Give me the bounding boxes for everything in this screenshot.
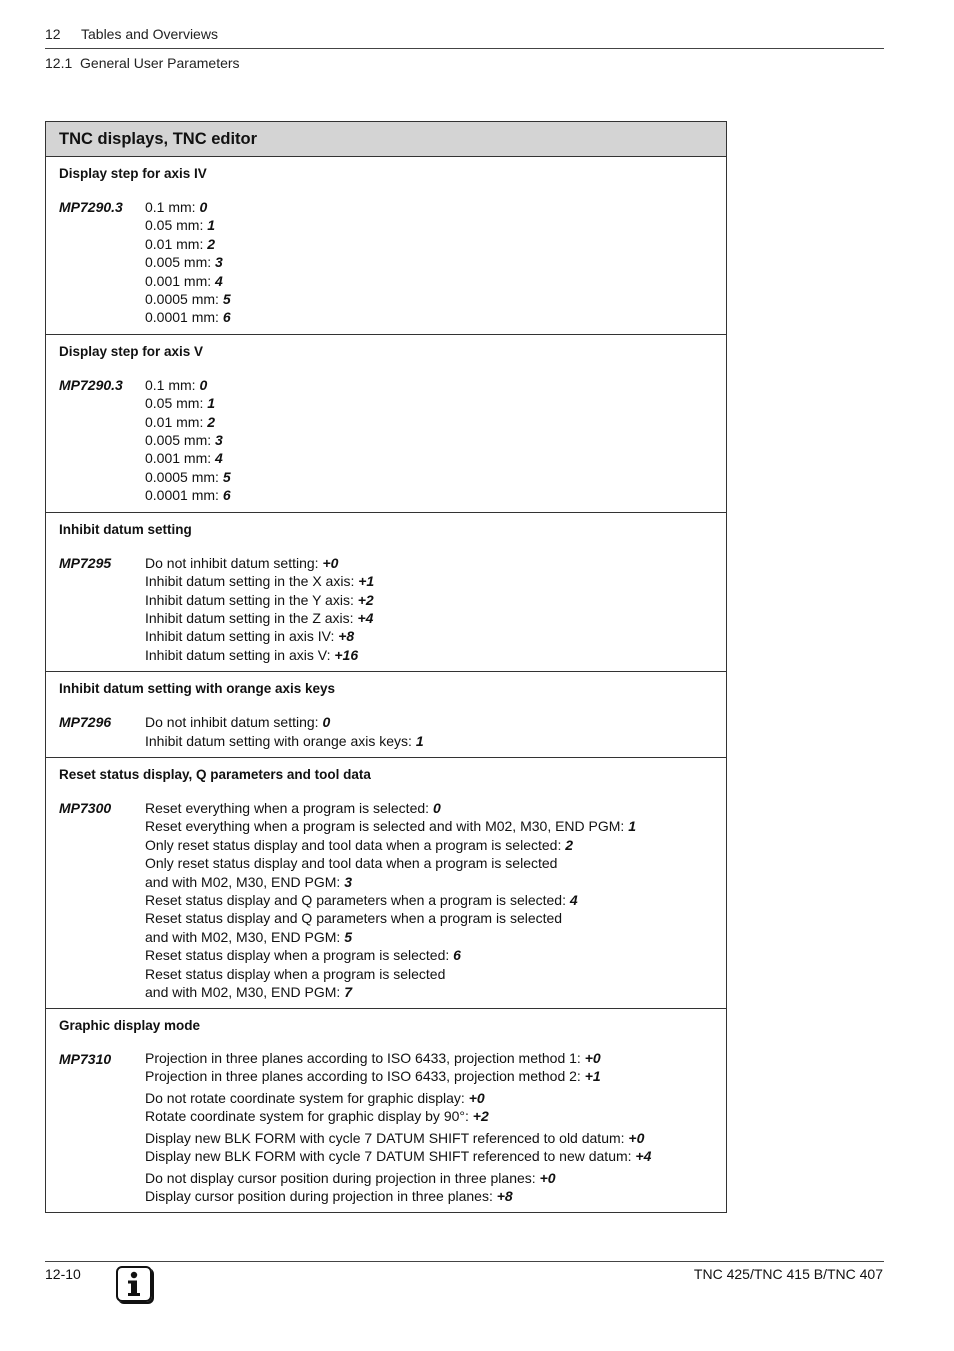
section-display-step-for-axis-v (46, 334, 726, 512)
option-text: Inhibit datum setting in axis IV: (145, 628, 339, 645)
option-value: +2 (357, 591, 374, 608)
option-text: 0.001 mm: (145, 450, 216, 467)
section-graphic-display-mode (46, 1008, 726, 1212)
option-line (145, 272, 713, 290)
option-line (145, 713, 713, 731)
option-line (145, 909, 713, 927)
option-text: 0.05 mm: (145, 395, 208, 412)
option-text: Inhibit datum setting with orange axis keys: (145, 732, 416, 749)
option-line (145, 854, 713, 872)
option-value: 4 (215, 450, 223, 467)
section-title: General User Parameters (80, 55, 240, 71)
option-text: Only reset status display and tool data when a program is selected (145, 855, 558, 872)
option-value: 5 (222, 291, 231, 308)
section-number: 12.1 (45, 55, 73, 71)
option-line (145, 290, 713, 308)
option-value: 2 (565, 836, 574, 853)
parameter-row (59, 554, 713, 664)
option-text: Rotate coordinate system for graphic display by 90°: (145, 1107, 473, 1124)
option-text: 0.0001 mm: (145, 487, 223, 504)
option-group (145, 1050, 713, 1085)
section-title: Reset status display, Q parameters and tool data (59, 766, 371, 782)
table-sections (46, 157, 726, 1212)
option-line (145, 732, 713, 750)
option-list (145, 713, 713, 750)
option-text: 0.1 mm: (145, 199, 200, 215)
option-value: 4 (215, 272, 223, 289)
option-list (145, 376, 713, 505)
option-value: +0 (468, 1090, 485, 1107)
option-group (145, 1130, 713, 1165)
option-list (145, 1050, 713, 1205)
section-display-step-for-axis-iv (46, 157, 726, 334)
option-value: 1 (415, 732, 424, 749)
info-icon (116, 1266, 152, 1302)
option-value: +8 (496, 1187, 513, 1204)
option-line (145, 1090, 713, 1108)
machine-parameter-id: MP7290.3 (59, 199, 123, 215)
option-text: Reset status display when a program is selected: (145, 947, 454, 964)
parameter-table (45, 121, 727, 1213)
machine-parameter-id: MP7300 (59, 799, 112, 816)
option-value: 1 (628, 818, 637, 835)
parameter-row (59, 198, 713, 327)
option-line (145, 554, 713, 572)
option-text: 0.1 mm: (145, 376, 200, 393)
parameter-row (59, 376, 713, 505)
option-value: +0 (539, 1170, 556, 1187)
option-text: Reset status display when a program is selected (145, 965, 446, 982)
option-group (145, 1090, 713, 1125)
option-text: 0.01 mm: (145, 413, 208, 430)
option-line (145, 873, 713, 891)
section-title: Display step for axis V (59, 343, 204, 359)
option-text: 0.0005 mm: (145, 468, 223, 485)
option-line (145, 1050, 713, 1068)
option-text: Inhibit datum setting in axis V: (145, 646, 335, 663)
option-value: 6 (453, 947, 461, 964)
section-inhibit-datum-setting-with-orange-axis-keys (46, 671, 726, 757)
option-line (145, 965, 713, 983)
option-line (145, 1068, 713, 1086)
table-title: TNC displays, TNC editor (46, 122, 726, 157)
option-line (145, 928, 713, 946)
option-value: +8 (338, 628, 355, 645)
chapter-title: Tables and Overviews (81, 26, 218, 42)
option-value: 3 (215, 254, 223, 271)
option-text: 0.005 mm: (145, 254, 216, 271)
option-text: Projection in three planes according to ISO 6433, projection method 2: (145, 1067, 585, 1084)
machine-parameter-id: MP7290.3 (59, 376, 123, 393)
option-line (145, 946, 713, 964)
option-value: 5 (222, 468, 231, 485)
section-title: Graphic display mode (59, 1018, 201, 1034)
option-value: +4 (635, 1147, 652, 1164)
chapter-number: 12 (45, 26, 61, 42)
parameter-row (59, 799, 713, 1001)
option-line (145, 1148, 713, 1166)
option-text: Display new BLK FORM with cycle 7 DATUM SHIFT referenced to old datum: (145, 1130, 629, 1147)
option-text: Inhibit datum setting in the Y axis: (145, 591, 358, 608)
option-value: 1 (207, 395, 216, 412)
option-value: +2 (472, 1107, 489, 1124)
option-line (145, 394, 713, 412)
option-value: 2 (207, 413, 216, 430)
option-value: 1 (207, 217, 216, 234)
option-value: 3 (344, 873, 352, 890)
option-line (145, 235, 713, 253)
section-reset-status-display-q-parameters-and-tool-data (46, 757, 726, 1008)
option-line (145, 468, 713, 486)
option-value: +0 (628, 1130, 645, 1147)
option-line (145, 216, 713, 234)
option-line (145, 1130, 713, 1148)
option-text: Projection in three planes according to ISO 6433, projection method 1: (145, 1050, 585, 1067)
section-heading (45, 55, 240, 71)
option-line (145, 609, 713, 627)
option-value: +1 (358, 573, 375, 590)
option-line (145, 817, 713, 835)
option-text: Do not inhibit datum setting: (145, 554, 323, 571)
option-line (145, 486, 713, 504)
option-value: 2 (207, 235, 216, 252)
option-value: 0 (432, 799, 441, 816)
option-line (145, 983, 713, 1001)
option-list (145, 554, 713, 664)
chapter-heading (45, 26, 218, 42)
header-rule (45, 48, 884, 49)
option-line (145, 413, 713, 431)
option-text: 0.0005 mm: (145, 291, 223, 308)
option-line (145, 198, 713, 216)
option-list (145, 198, 713, 327)
option-line (145, 376, 713, 394)
option-group (145, 1170, 713, 1205)
option-text: Do not rotate coordinate system for graphic display: (145, 1090, 469, 1107)
machine-parameter-id: MP7295 (59, 554, 112, 571)
option-line (145, 836, 713, 854)
section-inhibit-datum-setting (46, 512, 726, 671)
machine-parameter-id: MP7310 (59, 1051, 112, 1068)
option-text: Display cursor position during projection in three planes: (145, 1187, 497, 1204)
option-text: Reset status display and Q parameters when a program is selected (145, 910, 563, 927)
option-value: +0 (322, 554, 339, 571)
option-text: and with M02, M30, END PGM: (145, 928, 345, 945)
option-line (145, 799, 713, 817)
option-text: 0.01 mm: (145, 235, 208, 252)
option-text: Reset everything when a program is selected: (145, 799, 433, 816)
parameter-row (59, 1050, 713, 1205)
option-value: 0 (199, 376, 208, 393)
option-text: Inhibit datum setting in the X axis: (145, 573, 359, 590)
option-value: +1 (584, 1067, 601, 1084)
option-line (145, 627, 713, 645)
option-line (145, 646, 713, 664)
option-text: 0.05 mm: (145, 217, 208, 234)
option-line (145, 572, 713, 590)
option-line (145, 431, 713, 449)
option-value: +16 (334, 646, 359, 663)
section-title: Inhibit datum setting (59, 521, 192, 537)
footer-rule (45, 1261, 884, 1262)
option-value: 3 (215, 432, 223, 449)
option-text: and with M02, M30, END PGM: (145, 984, 345, 1000)
machine-parameter-id: MP7296 (59, 714, 112, 731)
option-text: Display new BLK FORM with cycle 7 DATUM SHIFT referenced to new datum: (145, 1147, 636, 1164)
option-line (145, 308, 713, 326)
option-text: Do not inhibit datum setting: (145, 714, 323, 731)
option-text: 0.001 mm: (145, 272, 216, 289)
option-value: 5 (344, 928, 352, 945)
option-text: 0.0001 mm: (145, 309, 223, 326)
option-text: Do not display cursor position during projection in three planes: (145, 1170, 540, 1187)
option-text: Reset everything when a program is selected and with M02, M30, END PGM: (145, 818, 629, 835)
option-text: Only reset status display and tool data when a program is selected: (145, 836, 566, 853)
option-value: 0 (199, 199, 208, 215)
option-line (145, 1170, 713, 1188)
option-list (145, 799, 713, 1001)
option-value: 0 (322, 714, 331, 731)
option-line (145, 1188, 713, 1206)
option-value: +0 (584, 1050, 601, 1067)
option-value: +4 (357, 609, 374, 626)
section-title: Inhibit datum setting with orange axis keys (59, 681, 336, 697)
section-title: Display step for axis IV (59, 166, 207, 181)
option-value: 6 (222, 309, 231, 326)
option-value: 6 (222, 487, 231, 504)
document-title: TNC 425/TNC 415 B/TNC 407 (693, 1266, 883, 1282)
option-line (145, 449, 713, 467)
option-text: 0.005 mm: (145, 432, 216, 449)
option-line (145, 891, 713, 909)
option-line (145, 253, 713, 271)
option-text: Reset status display and Q parameters when a program is selected: (145, 891, 570, 908)
option-text: Inhibit datum setting in the Z axis: (145, 609, 358, 626)
option-value: 4 (569, 891, 578, 908)
option-text: and with M02, M30, END PGM: (145, 873, 345, 890)
option-line (145, 591, 713, 609)
page-number: 12-10 (45, 1266, 81, 1282)
option-line (145, 1108, 713, 1126)
option-value: 7 (344, 984, 352, 1000)
parameter-row (59, 713, 713, 750)
